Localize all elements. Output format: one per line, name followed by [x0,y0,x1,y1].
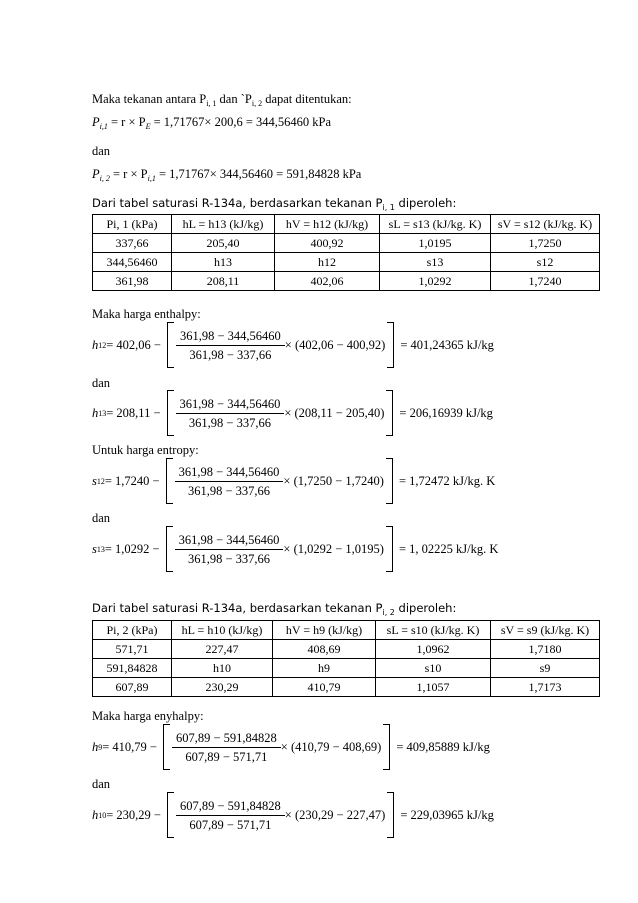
table-header-cell: sV = s12 (kJ/kg. K) [491,215,600,234]
right-bracket [383,724,390,770]
table-cell: 1,7240 [491,272,600,291]
table-cell: h12 [275,253,380,272]
table-row [93,659,600,678]
dan-text-3: dan [92,511,111,525]
table-cell: 400,92 [275,234,380,253]
intro-line: Maka tekanan antara $P_{i, 1}$ dan $`P_{i, 2}$ dapat ditentukan: [92,92,352,108]
table-header-cell: sV = s9 (kJ/kg. K) [491,621,600,640]
table-cell: 410,79 [273,678,376,697]
table-cell: s12 [491,253,600,272]
right-bracket [387,792,394,838]
table-row [93,272,600,291]
equation-s13: s 13 = 1,0292 − $\frac{361,98 - 344,56460}{361,98 - 337,66}$ × (1,0292 − 1,0195) = 1, 02225 kJ/kg. K [92,526,498,572]
table-cell: 607,89 [93,678,172,697]
table-cell: 1,7173 [491,678,600,697]
equation-h12: h 12 = 402,06 − $\frac{361,98 - 344,56460}{361,98 - 337,66}$ × (402,06 − 400,92) = 401,24365 kJ/kg [92,322,494,368]
equation-h13: h 13 = 208,11 − $\frac{361,98 - 344,56460}{361,98 - 337,66}$ × (208,11 − 205,40) = 206,16939 kJ/kg [92,390,493,436]
left-bracket [167,792,174,838]
table-header-cell: Pi, 1 (kPa) [93,215,172,234]
enthalpy-title: Maka harga enthalpy: [92,307,201,321]
right-bracket [387,322,394,368]
table-header-cell: hL = h13 (kJ/kg) [172,215,275,234]
saturation-table-2 [92,620,600,697]
table-cell: 1,7250 [491,234,600,253]
dan-text-1: dan [92,144,111,158]
table-cell: s10 [376,659,491,678]
left-bracket [167,390,174,436]
table-cell: 1,0292 [380,272,491,291]
table1-intro: Dari tabel saturasi R-134a, berdasarkan tekanan $P_{i, 1}$ diperoleh: [92,196,457,212]
table-cell: 337,66 [93,234,172,253]
table-row [93,640,600,659]
table-cell: 227,47 [172,640,273,659]
table-header-cell: sL = s13 (kJ/kg. K) [380,215,491,234]
equation-h10: h 10 = 230,29 − $\frac{607,89 - 591,84828}{607,89 - 571,71}$ × (230,29 − 227,47) = 229,03965 kJ/kg [92,792,494,838]
dan-text-2: dan [92,376,111,390]
saturation-table-1 [92,214,600,291]
fraction: $\frac{361,98 - 344,56460}{361,98 - 337,66}$ [176,329,285,362]
equation-s12: s 12 = 1,7240 − $\frac{361,98 - 344,56460}{361,98 - 337,66}$ × (1,7250 − 1,7240) = 1,72472 kJ/kg. K [92,458,495,504]
table-header-cell: hV = h9 (kJ/kg) [273,621,376,640]
table-cell: 571,71 [93,640,172,659]
table2-intro: Dari tabel saturasi R-134a, berdasarkan tekanan $P_{i, 2}$ diperoleh: [92,601,457,617]
table-cell: 361,98 [93,272,172,291]
equation-h9: h 9 = 410,79 − $\frac{607,89 - 591,84828}{607,89 - 571,71}$ × (410,79 − 408,69) = 409,85889 kJ/kg [92,724,490,770]
table-header-row [93,621,600,640]
fraction: $\frac{361,98 - 344,56460}{361,98 - 337,66}$ [176,397,285,430]
table-cell: h13 [172,253,275,272]
table-header-row [93,215,600,234]
fraction: $\frac{361,98 - 344,56460}{361,98 - 337,66}$ [175,465,284,498]
table-cell: 208,11 [172,272,275,291]
table-cell: s9 [491,659,600,678]
table-cell: 230,29 [172,678,273,697]
enhalpy-title: Maka harga enyhalpy: [92,709,204,723]
table-cell: h9 [273,659,376,678]
table-row [93,253,600,272]
table-cell: s13 [380,253,491,272]
table-header-cell: sL = s10 (kJ/kg. K) [376,621,491,640]
equation-pi1: $P_{i,1} = r \times P_E = 1,71767\times 200,6 = 344,56460$ kPa [92,115,332,131]
table-row [93,678,600,697]
right-bracket [386,526,393,572]
table-header-cell: hL = h10 (kJ/kg) [172,621,273,640]
left-bracket [166,526,173,572]
equation-pi2: $P_{i, 2} = r \times P_{i,1} = 1,71767\times 344,56460 = 591,84828$ kPa [92,167,362,183]
table-cell: 1,7180 [491,640,600,659]
fraction: $\frac{607,89 - 591,84828}{607,89 - 571,71}$ [172,731,281,764]
left-bracket [166,458,173,504]
fraction: $\frac{361,98 - 344,56460}{361,98 - 337,66}$ [175,533,284,566]
table-row [93,234,600,253]
left-bracket [167,322,174,368]
table-cell: 344,56460 [93,253,172,272]
table-cell: h10 [172,659,273,678]
table-cell: 402,06 [275,272,380,291]
dan-text-4: dan [92,777,111,791]
table-header-cell: hV = h12 (kJ/kg) [275,215,380,234]
right-bracket [386,458,393,504]
table-cell: 591,84828 [93,659,172,678]
right-bracket [386,390,393,436]
table-cell: 205,40 [172,234,275,253]
fraction: $\frac{607,89 - 591,84828}{607,89 - 571,71}$ [176,799,285,832]
table-cell: 1,0962 [376,640,491,659]
left-bracket [163,724,170,770]
table-cell: 1,1057 [376,678,491,697]
table-cell: 1,0195 [380,234,491,253]
table-cell: 408,69 [273,640,376,659]
table-header-cell: Pi, 2 (kPa) [93,621,172,640]
entropy-title: Untuk harga entropy: [92,443,199,457]
